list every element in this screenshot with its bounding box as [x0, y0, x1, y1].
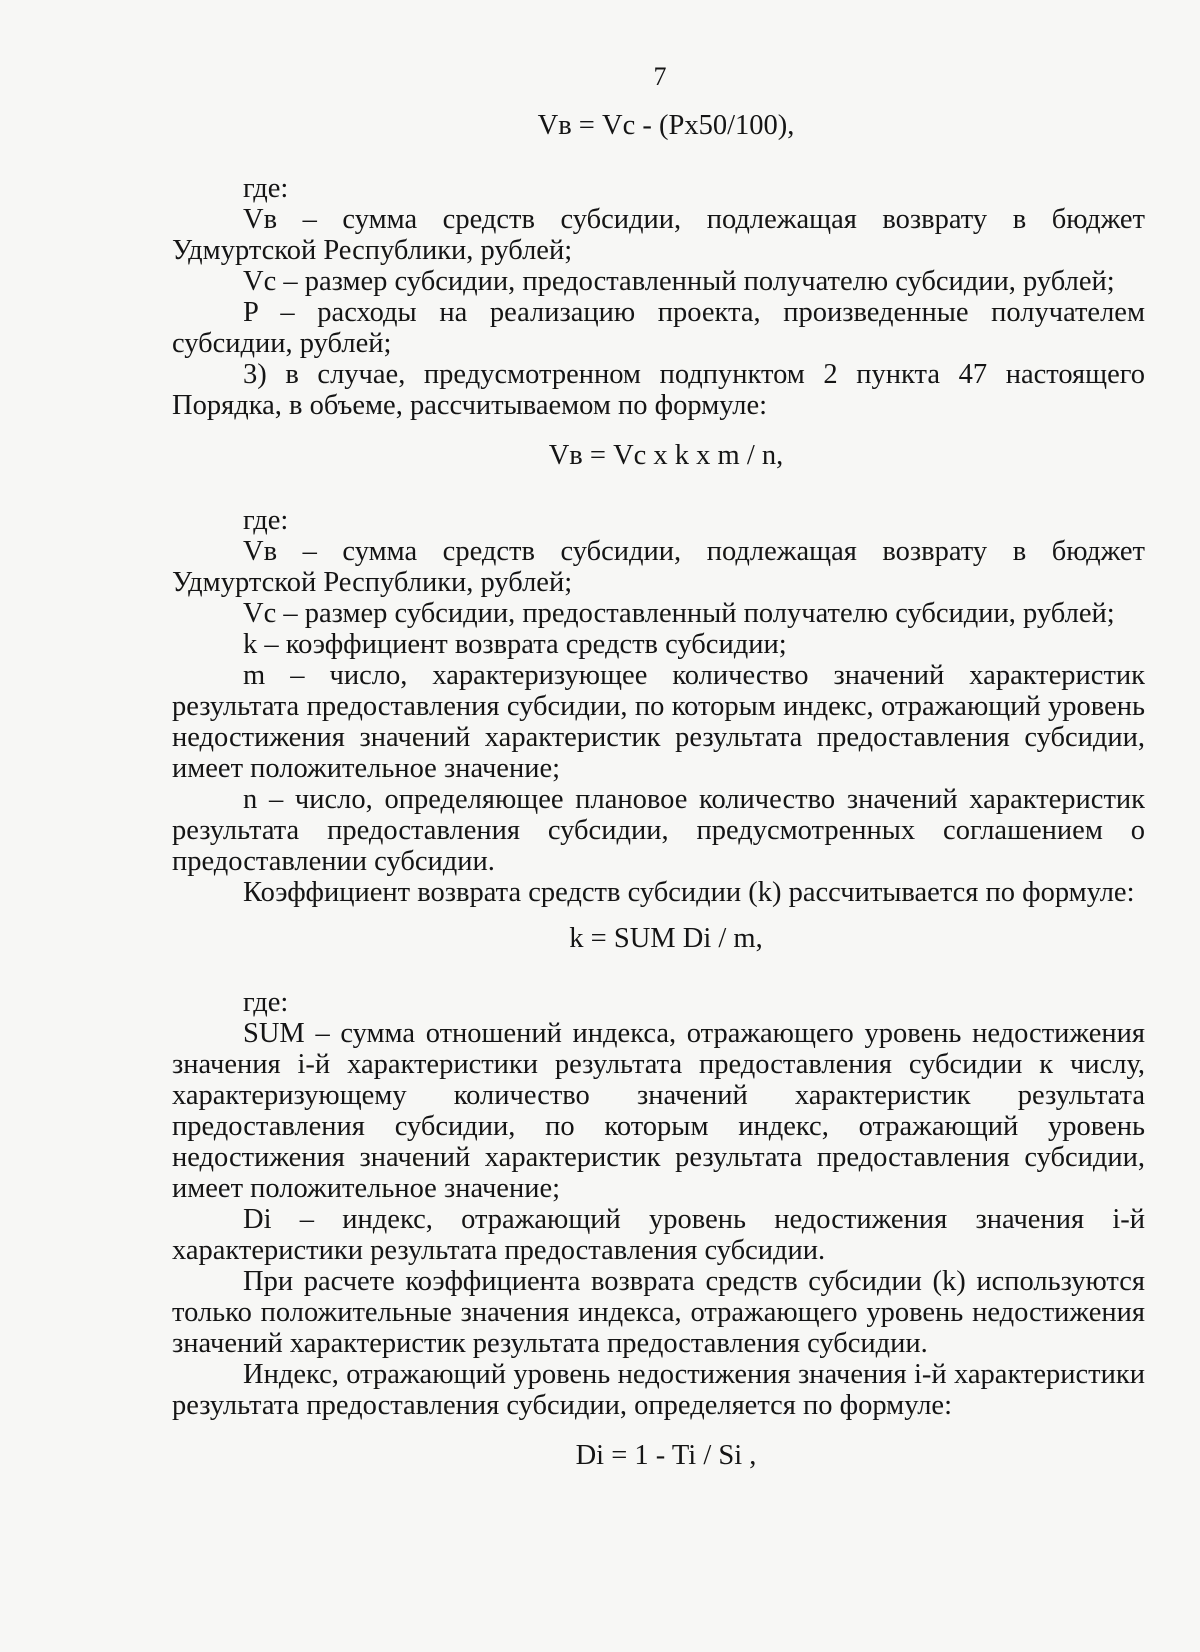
definition-vb-2: Vв – сумма средств субсидии, подлежащая возврату в бюджет Удмуртской Республики, рублей; [172, 536, 1145, 598]
where-label-2: где: [243, 505, 289, 536]
definition-vc-2: Vc – размер субсидии, предоставленный получателю субсидии, рублей; [243, 598, 1115, 629]
definition-p: P – расходы на реализацию проекта, произведенные получателем субсидии, рублей; [172, 297, 1145, 359]
definition-m: m – число, характеризующее количество значений характеристик результата предоставления субсидии, по которым индекс, отражающий уровень недостижения значений характеристик результата предоставления субсидии, имеет положительное значение; [172, 660, 1145, 784]
where-label-1: где: [243, 173, 289, 204]
definition-sum: SUM – сумма отношений индекса, отражающего уровень недостижения значения i-й характеристики результата предоставления субсидии к числу, характеризующему количество значений характеристик результата предоставления субсидии, по которым индекс, отражающий уровень недостижения значений характеристик результата предоставления субсидии, имеет положительное значение; [172, 1018, 1145, 1204]
definition-di: Di – индекс, отражающий уровень недостижения значения i-й характеристики результата предоставления субсидии. [172, 1204, 1145, 1266]
formula-vb-2: Vв = Vc x k x m / n, [548, 440, 784, 471]
formula-di: Di = 1 - Ti / Si , [575, 1440, 757, 1471]
formula-k: k = SUM Di / m, [569, 923, 763, 954]
paragraph-case-3: 3) в случае, предусмотренном подпунктом 2 пункта 47 настоящего Порядка, в объеме, рассчитываемом по формуле: [172, 359, 1145, 421]
definition-vb-1: Vв – сумма средств субсидии, подлежащая возврату в бюджет Удмуртской Республики, рублей; [172, 204, 1145, 266]
definition-k: k – коэффициент возврата средств субсидии; [243, 629, 787, 660]
definition-n: n – число, определяющее плановое количество значений характеристик результата предоставления субсидии, предусмотренных соглашением о предоставлении субсидии. [172, 784, 1145, 877]
formula-vb-1: Vв = Vc - (Px50/100), [537, 110, 795, 141]
definition-vc-1: Vc – размер субсидии, предоставленный получателю субсидии, рублей; [243, 266, 1115, 297]
paragraph-di-formula-intro: Индекс, отражающий уровень недостижения значения i-й характеристики результата предоставления субсидии, определяется по формуле: [172, 1359, 1145, 1421]
page-number: 7 [653, 62, 667, 91]
paragraph-k-formula-intro: Коэффициент возврата средств субсидии (k) рассчитывается по формуле: [243, 877, 1135, 908]
paragraph-positive-values: При расчете коэффициента возврата средств субсидии (k) используются только положительные значения индекса, отражающего уровень недостижения значений характеристик результата предоставления субсидии. [172, 1266, 1145, 1359]
where-label-3: где: [243, 987, 289, 1018]
